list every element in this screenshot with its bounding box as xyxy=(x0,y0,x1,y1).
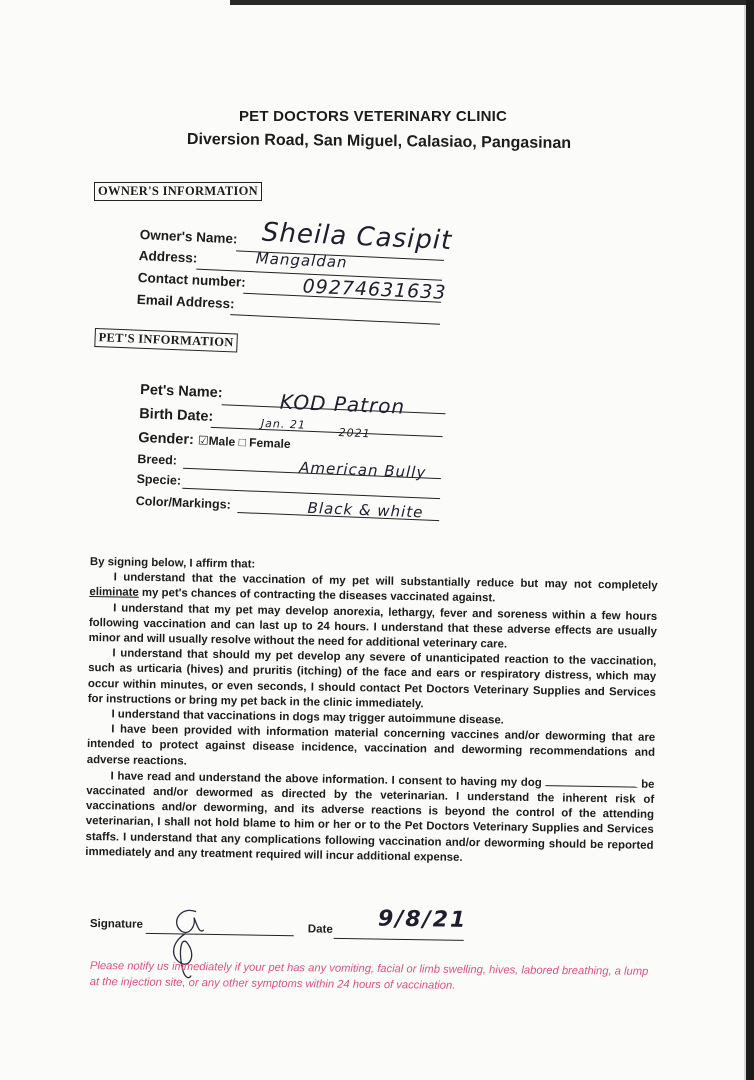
scan-edge-top xyxy=(230,0,754,5)
consent-paragraph-2: I understand that my pet may develop anorexia, lethargy, fever and soreness within a few hours following vaccination and can last up to 24 hours. I understand that these adverse effects are usually minor and will usually resolve without the need for additional veterinary care. xyxy=(88,601,658,651)
vaccination-notice: Please notify us immediately if your pet has any vomiting, facial or limb swelling, hives, labored breathing, a lump at the injection site, or any other symptoms within 24 hours of vaccination. xyxy=(89,959,649,992)
signature-label: Signature xyxy=(89,918,144,931)
consent-p1-end: my pet's chances of contracting the diseases vaccinated against. xyxy=(138,587,496,605)
gender-male-option[interactable] xyxy=(198,433,239,449)
birth-date-value-day[interactable]: Jan. 21 xyxy=(260,416,307,432)
gender-label xyxy=(138,430,291,452)
pet-name-label: Pet's Name: xyxy=(139,382,223,402)
consent-paragraph-3: I understand that should my pet develop any severe of unanticipated reaction to the vaccination, such as urticaria (hives) and pruritis (itching) of the face and ears or respiratory distress, which may occur within minutes, or even seconds, I should contact Pet Doctors Veterinary Supplies and Services for instructions or bring my pet back in the clinic immediately. xyxy=(87,647,657,711)
specie-label: Specie: xyxy=(136,471,182,488)
consent-text xyxy=(85,555,658,869)
color-markings-label: Color/Markings: xyxy=(135,493,232,512)
consent-paragraph-6 xyxy=(85,768,654,869)
dog-name-blank-field[interactable] xyxy=(545,775,637,787)
consent-paragraph-4: I understand that vaccinations in dogs may trigger autoimmune disease. xyxy=(111,708,504,727)
owner-name-label: Owner's Name: xyxy=(139,227,238,247)
address-value[interactable]: Mangaldan xyxy=(255,249,348,272)
pet-name-value[interactable]: KOD Patron xyxy=(279,389,406,419)
color-markings-value[interactable]: Black & white xyxy=(307,498,424,522)
breed-value[interactable]: American Bully xyxy=(298,458,427,482)
clinic-address: Diversion Road, San Miguel, Calasiao, Pangasinan xyxy=(186,130,572,153)
date-label: Date xyxy=(307,923,333,936)
gender-female-option[interactable] xyxy=(238,435,290,451)
gender-female-label: Female xyxy=(248,435,291,452)
birth-date-value-year[interactable]: 2021 xyxy=(338,426,371,441)
clinic-name: PET DOCTORS VETERINARY CLINIC xyxy=(238,108,508,125)
consent-p6-end: be vaccinated and/or dewormed as directed by the veterinarian. I understand the inherent risk of vaccinations and/or deworming, and its adverse reactions is beyond the control of the attending veterinarian, I shall not hold blame to him or her or to the Pet Doctors Veterinary Supplies and Services staffs. I understand that any complications following vaccination and/or deworming should be reported immediately and any treatment required will incur additional expense. xyxy=(85,778,655,864)
gender-female-checkbox-icon[interactable]: □ xyxy=(238,435,247,450)
gender-label-text: Gender: xyxy=(137,429,195,449)
birth-date-label: Birth Date: xyxy=(138,405,214,425)
gender-male-label: Male xyxy=(208,433,236,449)
consent-p1-underlined: eliminate xyxy=(89,586,139,600)
consent-p1-start: I understand that the vaccination of my pet will substantially reduce but may not completely xyxy=(113,571,658,593)
owner-section-title: OWNER'S INFORMATION xyxy=(94,182,262,201)
breed-label: Breed: xyxy=(137,451,178,468)
owner-name-value[interactable]: Sheila Casipit xyxy=(261,217,453,257)
contact-number-label: Contact number: xyxy=(137,269,247,290)
consent-intro: By signing below, I affirm that: xyxy=(89,555,256,571)
contact-number-value[interactable]: 09274631633 xyxy=(302,275,447,304)
date-value[interactable]: 9/8/21 xyxy=(377,906,468,933)
pet-section-title: PET'S INFORMATION xyxy=(94,328,238,352)
gender-male-checkbox-checked-icon[interactable]: ☑ xyxy=(197,433,209,448)
email-address-label: Email Address: xyxy=(136,291,235,312)
consent-paragraph-5: I have been provided with information material concerning vaccines and/or deworming that are intended to protect against disease incidence, vaccination and deworming recommendations and adverse reactions. xyxy=(86,723,656,768)
address-label: Address: xyxy=(138,247,198,266)
consent-p6-start: I have read and understand the above information. I consent to having my dog xyxy=(110,770,546,790)
